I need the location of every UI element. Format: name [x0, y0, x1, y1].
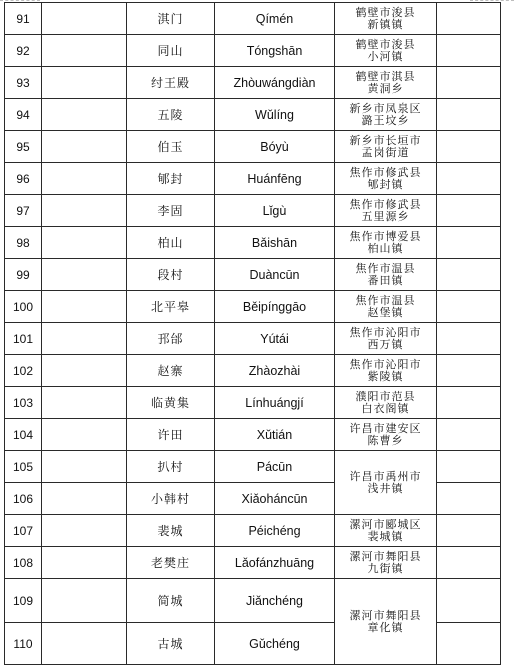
table-row: [5, 131, 501, 163]
blank-cell: [42, 131, 127, 163]
location-line: 漯河市舞阳县: [349, 549, 422, 563]
table-row: [5, 323, 501, 355]
location-cell: [335, 451, 437, 515]
row-number-cell: 93: [5, 67, 42, 99]
location-line: 濮阳市范县: [355, 389, 416, 403]
row-number-cell: 96: [5, 163, 42, 195]
blank-cell: [42, 623, 127, 665]
location-line: 漯河市郾城区: [349, 517, 422, 531]
table-body: [5, 3, 501, 665]
place-name-cell: 老樊庄: [127, 547, 215, 579]
location-line: 潞王坟乡: [361, 113, 410, 127]
pinyin-cell: Línhuángjí: [215, 387, 335, 419]
place-name-cell: 郇封: [127, 163, 215, 195]
pinyin-cell: Gǔchéng: [215, 623, 335, 665]
table-row: [5, 291, 501, 323]
blank-cell: [42, 419, 127, 451]
blank-cell: [437, 35, 501, 67]
location-line: 漯河市舞阳县: [349, 608, 422, 622]
location-cell: [335, 579, 437, 665]
location-line: 新镇镇: [367, 17, 404, 31]
table-row: [5, 387, 501, 419]
place-name-cell: 扒村: [127, 451, 215, 483]
blank-cell: [42, 387, 127, 419]
place-name-table: [4, 2, 501, 665]
place-name-cell: 李固: [127, 195, 215, 227]
location-line: 黄洞乡: [367, 81, 404, 95]
table-row: [5, 579, 501, 623]
place-name-cell: 五陵: [127, 99, 215, 131]
location-line: 五里源乡: [361, 209, 410, 223]
location-cell: [335, 99, 437, 131]
table-row: [5, 227, 501, 259]
blank-cell: [437, 451, 501, 483]
location-line: 鹤壁市浚县: [355, 37, 416, 51]
place-name-cell: 裴城: [127, 515, 215, 547]
location-line: 焦作市温县: [355, 261, 416, 275]
pinyin-cell: Lǐgù: [215, 195, 335, 227]
blank-cell: [42, 291, 127, 323]
location-line: 紫陵镇: [367, 369, 404, 383]
location-line: 焦作市修武县: [349, 165, 422, 179]
location-cell: [335, 387, 437, 419]
location-line: 郇封镇: [367, 177, 404, 191]
pinyin-cell: Běipínggāo: [215, 291, 335, 323]
row-number-cell: 105: [5, 451, 42, 483]
table-row: [5, 355, 501, 387]
pinyin-cell: Lǎofánzhuāng: [215, 547, 335, 579]
location-line: 焦作市修武县: [349, 197, 422, 211]
location-line: 裴城镇: [367, 529, 404, 543]
location-cell: [335, 3, 437, 35]
location-cell: [335, 131, 437, 163]
blank-cell: [437, 163, 501, 195]
blank-cell: [437, 195, 501, 227]
place-name-cell: 古城: [127, 623, 215, 665]
row-number-cell: 100: [5, 291, 42, 323]
pinyin-cell: Duàncūn: [215, 259, 335, 291]
blank-cell: [437, 419, 501, 451]
blank-cell: [437, 323, 501, 355]
blank-cell: [42, 67, 127, 99]
place-name-cell: 临黄集: [127, 387, 215, 419]
table-row: [5, 419, 501, 451]
blank-cell: [42, 227, 127, 259]
place-name-cell: 邘邰: [127, 323, 215, 355]
pinyin-cell: Yútái: [215, 323, 335, 355]
location-cell: [335, 419, 437, 451]
blank-cell: [437, 355, 501, 387]
blank-cell: [42, 515, 127, 547]
blank-cell: [42, 259, 127, 291]
table-row: [5, 547, 501, 579]
pinyin-cell: Tóngshān: [215, 35, 335, 67]
location-line: 新乡市凤泉区: [349, 101, 422, 115]
blank-cell: [42, 547, 127, 579]
table-row: [5, 451, 501, 483]
pinyin-cell: Xǔtián: [215, 419, 335, 451]
place-name-cell: 赵寨: [127, 355, 215, 387]
location-line: 赵堡镇: [367, 305, 404, 319]
pinyin-cell: Bǎishān: [215, 227, 335, 259]
location-line: 小河镇: [367, 49, 404, 63]
place-name-cell: 简城: [127, 579, 215, 623]
place-name-cell: 同山: [127, 35, 215, 67]
blank-cell: [437, 483, 501, 515]
table-row: [5, 195, 501, 227]
blank-cell: [42, 579, 127, 623]
row-number-cell: 109: [5, 579, 42, 623]
table-row: [5, 259, 501, 291]
table-row: [5, 99, 501, 131]
blank-cell: [42, 483, 127, 515]
location-line: 焦作市博爱县: [349, 229, 422, 243]
location-line: 焦作市沁阳市: [349, 325, 422, 339]
pinyin-cell: Zhàozhài: [215, 355, 335, 387]
location-cell: [335, 547, 437, 579]
blank-cell: [437, 259, 501, 291]
table-row: [5, 35, 501, 67]
row-number-cell: 95: [5, 131, 42, 163]
location-cell: [335, 291, 437, 323]
row-number-cell: 101: [5, 323, 42, 355]
location-cell: [335, 195, 437, 227]
blank-cell: [42, 3, 127, 35]
location-line: 陈曹乡: [367, 433, 404, 447]
location-line: 柏山镇: [367, 241, 404, 255]
row-number-cell: 98: [5, 227, 42, 259]
row-number-cell: 92: [5, 35, 42, 67]
blank-cell: [437, 3, 501, 35]
location-cell: [335, 227, 437, 259]
place-name-cell: 纣王殿: [127, 67, 215, 99]
row-number-cell: 104: [5, 419, 42, 451]
table-row: [5, 3, 501, 35]
location-line: 九街镇: [367, 561, 404, 575]
blank-cell: [437, 227, 501, 259]
pinyin-cell: Jiǎnchéng: [215, 579, 335, 623]
table-row: [5, 67, 501, 99]
location-line: 鹤壁市浚县: [355, 5, 416, 19]
location-cell: [335, 355, 437, 387]
location-line: 鹤壁市淇县: [355, 69, 416, 83]
row-number-cell: 107: [5, 515, 42, 547]
location-line: 孟岗街道: [361, 145, 410, 159]
location-line: 许昌市禹州市: [349, 469, 422, 483]
location-cell: [335, 515, 437, 547]
location-line: 白衣阁镇: [361, 401, 410, 415]
table-row: [5, 163, 501, 195]
location-line: 番田镇: [367, 273, 404, 287]
row-number-cell: 103: [5, 387, 42, 419]
location-cell: [335, 323, 437, 355]
pinyin-cell: Bóyù: [215, 131, 335, 163]
row-number-cell: 108: [5, 547, 42, 579]
pinyin-cell: Xiǎoháncūn: [215, 483, 335, 515]
blank-cell: [42, 451, 127, 483]
row-number-cell: 102: [5, 355, 42, 387]
place-name-cell: 段村: [127, 259, 215, 291]
pinyin-cell: Wǔlíng: [215, 99, 335, 131]
blank-cell: [437, 67, 501, 99]
blank-cell: [42, 323, 127, 355]
blank-cell: [437, 579, 501, 623]
pinyin-cell: Qímén: [215, 3, 335, 35]
location-cell: [335, 67, 437, 99]
location-line: 章化镇: [367, 620, 404, 634]
location-line: 焦作市沁阳市: [349, 357, 422, 371]
pinyin-cell: Péichéng: [215, 515, 335, 547]
row-number-cell: 106: [5, 483, 42, 515]
blank-cell: [42, 355, 127, 387]
row-number-cell: 110: [5, 623, 42, 665]
pinyin-cell: Zhòuwángdiàn: [215, 67, 335, 99]
location-line: 西万镇: [367, 337, 404, 351]
place-name-cell: 许田: [127, 419, 215, 451]
blank-cell: [437, 623, 501, 665]
location-cell: [335, 163, 437, 195]
location-line: 浅井镇: [367, 481, 404, 495]
blank-cell: [437, 547, 501, 579]
location-cell: [335, 259, 437, 291]
location-line: 新乡市长垣市: [349, 133, 422, 147]
blank-cell: [437, 291, 501, 323]
place-name-cell: 北平皋: [127, 291, 215, 323]
blank-cell: [42, 35, 127, 67]
blank-cell: [42, 99, 127, 131]
blank-cell: [42, 163, 127, 195]
location-line: 焦作市温县: [355, 293, 416, 307]
pinyin-cell: Pácūn: [215, 451, 335, 483]
blank-cell: [437, 99, 501, 131]
place-name-cell: 柏山: [127, 227, 215, 259]
blank-cell: [42, 195, 127, 227]
row-number-cell: 94: [5, 99, 42, 131]
row-number-cell: 99: [5, 259, 42, 291]
place-name-cell: 淇门: [127, 3, 215, 35]
blank-cell: [437, 387, 501, 419]
place-name-cell: 伯玉: [127, 131, 215, 163]
pinyin-cell: Huánfēng: [215, 163, 335, 195]
blank-cell: [437, 515, 501, 547]
location-line: 许昌市建安区: [349, 421, 422, 435]
blank-cell: [437, 131, 501, 163]
row-number-cell: 91: [5, 3, 42, 35]
table-row: [5, 515, 501, 547]
location-cell: [335, 35, 437, 67]
row-number-cell: 97: [5, 195, 42, 227]
place-name-cell: 小韩村: [127, 483, 215, 515]
